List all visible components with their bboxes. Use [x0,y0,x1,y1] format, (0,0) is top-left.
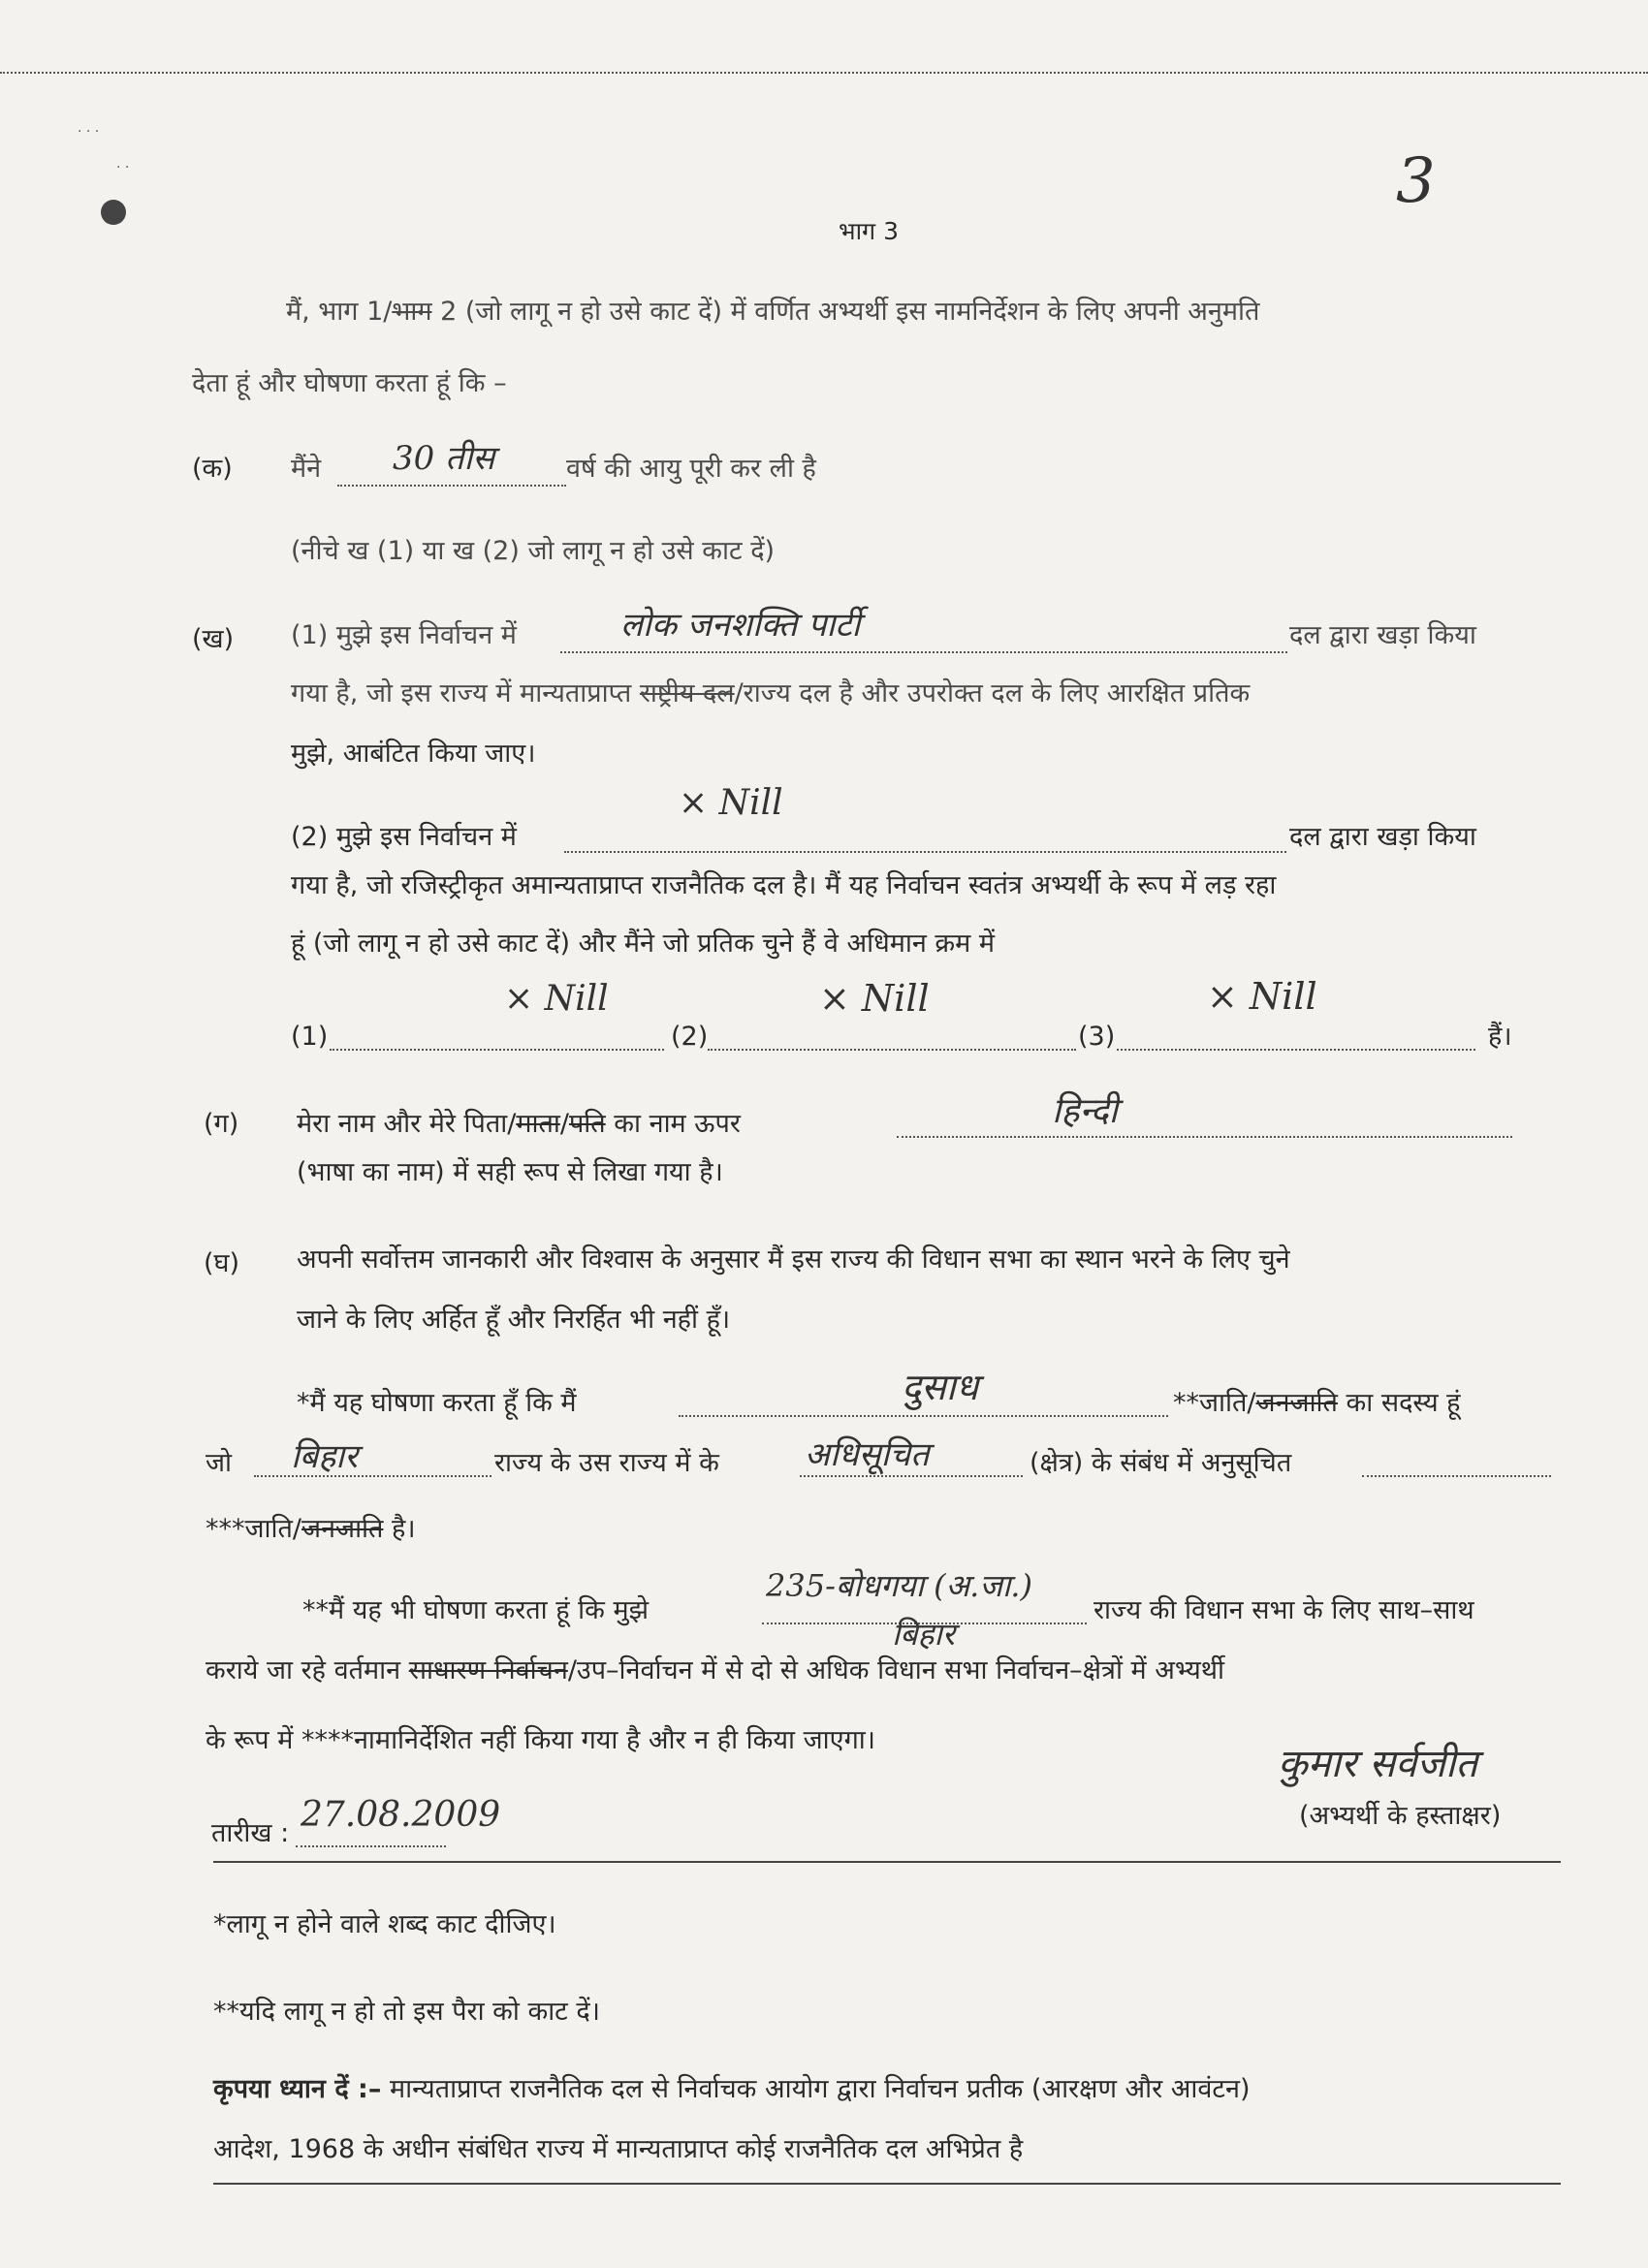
punch-hole-mark [101,200,126,225]
ga-blank-line [897,1136,1512,1138]
kha-p1-blank-line [560,651,1287,653]
caste-line-2-mid: राज्य के उस राज्य में के [494,1448,719,1478]
candidate-signature: कुमार सर्वजीत [1278,1742,1478,1786]
kha-p2-party-handwritten: × Nill [679,783,783,823]
separator-line-bottom [213,2183,1561,2185]
symbol-3-label: (3) [1078,1022,1116,1052]
kha-p2-line-3: हूं (जो लागू न हो उसे काट दें) और मैंने जो प्रतिक चुने हैं वे अधिमान क्रम में [291,929,996,959]
constituency-line-2: कराये जा रहे वर्तमान साधारण निर्वाचन/उप–निर्वाचन में से दो से अधिक विधान सभा निर्वाचन–क्षेत्रों में अभ्यर्थी [206,1655,1225,1685]
date-blank-line [296,1845,446,1847]
ka-blank-line [337,485,566,487]
caste-line-1-suffix: **जाति/जनजाति का सदस्य हूं [1173,1388,1461,1418]
clause-ka-note: (नीचे ख (1) या ख (2) जो लागू न हो उसे काट दें) [291,536,776,566]
kha-p1-party-handwritten: लोक जनशक्ति पार्टी [620,606,861,645]
clause-ga-marker: (ग) [204,1109,239,1139]
caste-line-3: ***जाति/जनजाति है। [206,1514,416,1544]
ka-age-handwritten: 30 तीस [393,439,495,478]
date-label: तारीख : [211,1818,290,1848]
symbol-1-blank [330,1049,664,1051]
clause-gha-line-2: जाने के लिए अर्हित हूँ और निरर्हित भी नहीं हूँ। [297,1305,731,1335]
symbol-end-text: हैं। [1488,1022,1512,1052]
symbol-2-blank [708,1049,1076,1051]
signature-label: (अभ्यर्थी के हस्ताक्षर) [1299,1801,1502,1831]
scan-speck: · · · [78,124,100,140]
clause-kha-marker: (ख) [192,624,235,654]
caste-handwritten: दुसाध [902,1366,979,1408]
constituency-state-handwritten: बिहार [892,1616,955,1653]
page-number: 3 [1396,145,1436,217]
part-title: भाग 3 [839,217,899,245]
state-handwritten: बिहार [291,1437,358,1476]
constituency-line-3: के रूप में ****नामानिर्देशित नहीं किया गया है और न ही किया जाएगा। [206,1725,875,1755]
area-blank-line [800,1475,1023,1477]
clause-gha-line-1: अपनी सर्वोत्तम जानकारी और विश्वास के अनुसार मैं इस राज्य की विधान सभा का स्थान भरने के लिए चुने [297,1244,1290,1275]
area-handwritten: अधिसूचित [805,1435,930,1474]
kha-p2-prefix: (2) मुझे इस निर्वाचन में [291,822,517,852]
kha-p2-suffix: दल द्वारा खड़ा किया [1289,822,1476,852]
clause-gha-marker: (घ) [204,1248,240,1278]
clause-ga-line-2: (भाषा का नाम) में सही रूप से लिखा गया है। [297,1157,723,1187]
footnote-2: **यदि लागू न हो तो इस पैरा को काट दें। [213,1997,600,2027]
caste-line-2-prefix: जो [206,1448,233,1478]
date-handwritten: 27.08.2009 [301,1795,501,1835]
caste-line-1-prefix: *मैं यह घोषणा करता हूँ कि मैं [297,1388,577,1418]
separator-line-top [213,1861,1561,1863]
symbol-1-label: (1) [291,1022,329,1052]
intro-line-1: मैं, भाग 1/भाग 2 (जो लागू न हो उसे काट दें) में वर्णित अभ्यर्थी इस नामनिर्देशन के लिए अपनी अनुमति [286,297,1260,327]
caste-blank-line [679,1415,1168,1417]
kha-p1-line-2: गया है, जो इस राज्य में मान्यताप्राप्त राष्ट्रीय दल/राज्य दल है और उपरोक्त दल के लिए आरक्षित प्रतिक [291,678,1251,709]
top-dotted-line [0,72,1648,74]
kha-p2-line-2: गया है, जो रजिस्ट्रीकृत अमान्यताप्राप्त राजनैतिक दल है। मैं यह निर्वाचन स्वतंत्र अभ्यर्थी के रूप में लड़ रहा [291,870,1277,900]
kha-p1-line-3: मुझे, आबंटित किया जाए। [291,739,536,769]
symbol-2-handwritten: × Nill [819,977,930,1020]
scan-speck: · · [116,160,130,175]
clause-ga-line-1: मेरा नाम और मेरे पिता/माता/पति का नाम ऊपर [297,1109,741,1139]
symbol-2-label: (2) [671,1022,709,1052]
intro-line-2: देता हूं और घोषणा करता हूं कि – [192,368,507,398]
please-note-line-2: आदेश, 1968 के अधीन संबंधित राज्य में मान्यताप्राप्त कोई राजनैतिक दल अभिप्रेत है [213,2134,1024,2164]
constituency-handwritten: 235-बोधगया (अ.जा.) [766,1567,1032,1604]
symbol-3-handwritten: × Nill [1207,975,1317,1018]
ga-language-handwritten: हिन्दी [1052,1091,1119,1131]
constituency-line-1-suffix: राज्य की विधान सभा के लिए साथ–साथ [1093,1595,1474,1625]
caste-line-2-suffix: (क्षेत्र) के संबंध में अनुसूचित [1030,1448,1292,1478]
scheduled-blank-line [1362,1475,1551,1477]
kha-p1-prefix: (1) मुझे इस निर्वाचन में [291,620,517,650]
symbol-3-blank [1117,1049,1475,1051]
clause-ka-marker: (क) [192,454,233,484]
symbol-1-handwritten: × Nill [504,979,609,1019]
clause-ka-suffix: वर्ष की आयु पूरी कर ली है [566,454,816,484]
footnote-1: *लागू न होने वाले शब्द काट दीजिए। [213,1909,556,1939]
state-blank-line [254,1475,491,1477]
constituency-line-1-prefix: **मैं यह भी घोषणा करता हूं कि मुझे [302,1595,650,1625]
kha-p1-suffix: दल द्वारा खड़ा किया [1289,620,1476,650]
please-note-line-1: कृपया ध्यान दें :– मान्यताप्राप्त राजनैतिक दल से निर्वाचक आयोग द्वारा निर्वाचन प्रतीक (आरक्षण और आवंटन) [213,2074,1251,2104]
clause-ka-prefix: मैंने [291,454,322,484]
kha-p2-blank-line [564,851,1286,853]
